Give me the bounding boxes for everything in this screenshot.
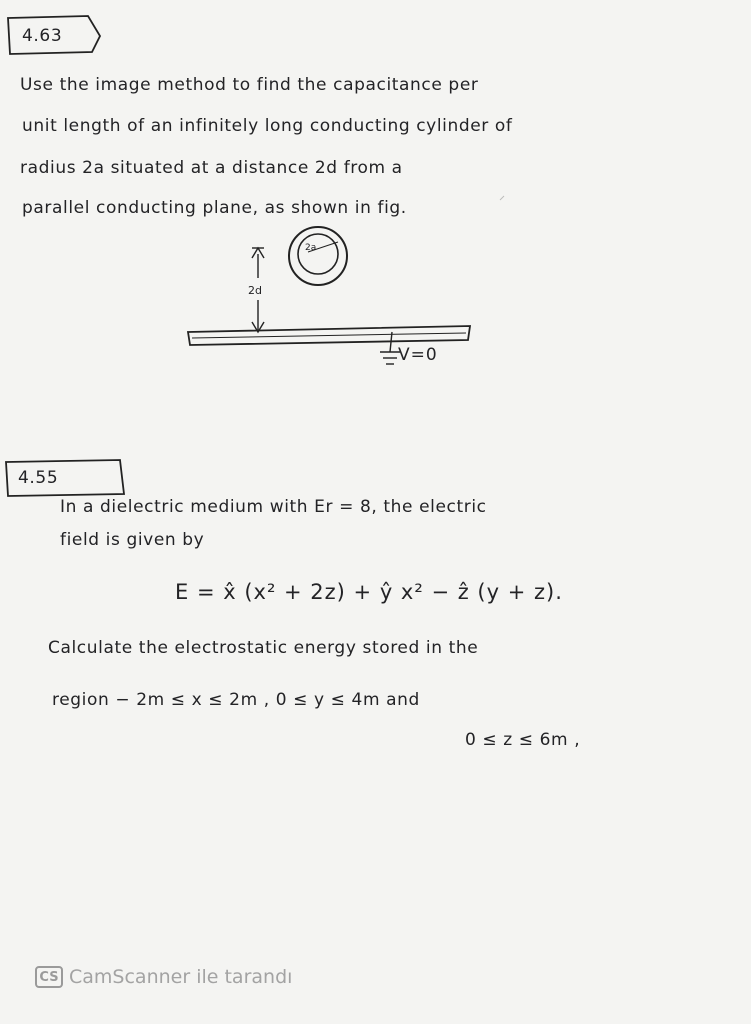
cylinder-inner	[298, 234, 338, 274]
figure-ground-label: V=0	[398, 345, 438, 365]
problem-2-label-box	[6, 460, 124, 496]
problem-2-line-5: 0 ≤ z ≤ 6m ,	[465, 730, 581, 750]
problem-2-line-3: Calculate the electrostatic energy stored in the	[48, 638, 479, 658]
camscanner-watermark	[35, 966, 292, 988]
electric-field-equation: E = x̂ (x² + 2z) + ŷ x² − ẑ (y + z).	[175, 580, 563, 604]
problem-2-line-1: In a dielectric medium with Er = 8, the electric	[60, 497, 487, 517]
problem-1-label-box	[8, 16, 100, 54]
problem-1-line-1: Use the image method to find the capacitance per	[20, 75, 479, 95]
problem-2-line-2: field is given by	[60, 530, 205, 550]
camscanner-text: CamScanner ile tarandı	[69, 966, 293, 988]
figure-radius-label: 2a	[305, 243, 317, 253]
problem-1-number: 4.63	[22, 26, 63, 46]
camscanner-logo: CS	[35, 966, 63, 988]
ground-wire	[390, 332, 392, 352]
problem-1-line-4: parallel conducting plane, as shown in fig.	[22, 198, 407, 218]
ink-mark	[500, 196, 504, 200]
radius-line	[308, 242, 338, 252]
problem-2-line-4: region − 2m ≤ x ≤ 2m , 0 ≤ y ≤ 4m and	[52, 690, 420, 710]
problem-1-line-3: radius 2a situated at a distance 2d from a	[20, 158, 403, 178]
figure-distance-label: 2d	[248, 284, 262, 297]
problem-1-line-2: unit length of an infinitely long conducting cylinder of	[22, 116, 513, 136]
plane-inner-line	[192, 333, 466, 338]
problem-2-number: 4.55	[18, 468, 59, 488]
